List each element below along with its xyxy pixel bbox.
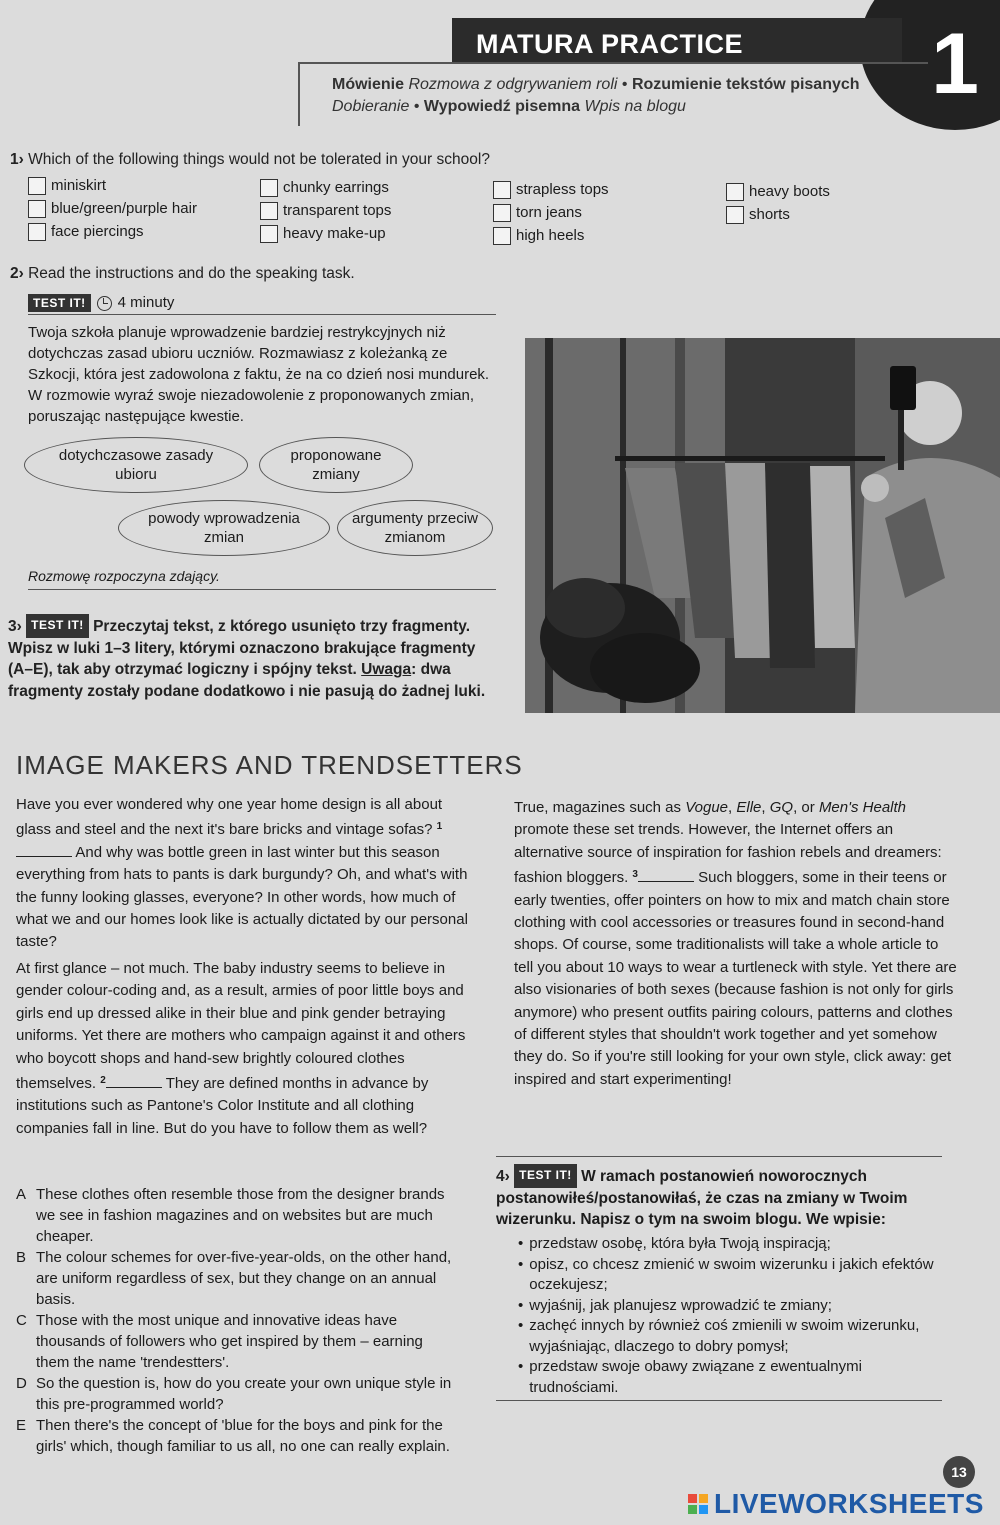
option-text: These clothes often resemble those from the designer brands we see in fashion magazines and on websites but are much cheaper.	[36, 1186, 445, 1245]
text: promote these set trends. However, the Internet offers an alternative source of inspiration for fashion rebels and dreamers: fashion bloggers.	[514, 821, 942, 887]
skill-reading-label: Rozumienie tekstów pisanych	[631, 76, 860, 93]
test-it-badge: TEST IT!	[26, 614, 89, 638]
option-label: chunky earrings	[283, 178, 389, 196]
ex1-option[interactable]	[726, 182, 830, 202]
logo-icon	[688, 1494, 708, 1514]
ex3-instruction: Przeczytaj tekst, z którego usunięto trzy fragmenty. Wpisz w luki 1–3 litery, którymi oznaczono brakujące fragmenty (A–E), tak aby otrzymać logiczny i spójny tekst.	[8, 618, 476, 678]
ex1-option[interactable]	[28, 176, 197, 196]
fragment-option-d	[16, 1373, 452, 1415]
ex4-number: 4	[496, 1168, 505, 1185]
article-title: IMAGE MAKERS AND TRENDSETTERS	[16, 750, 523, 780]
checkbox[interactable]	[260, 225, 278, 243]
unit-number: 1	[931, 16, 979, 112]
fragment-option-c	[16, 1310, 452, 1373]
logo-text: LIVEWORKSHEETS	[714, 1488, 984, 1520]
gap-blank[interactable]	[638, 870, 694, 882]
checkbox[interactable]	[28, 177, 46, 195]
checkbox[interactable]	[28, 223, 46, 241]
bullet-text: opisz, co chcesz zmienić w swoim wizerunku i jakich efektów oczekujesz;	[529, 1255, 934, 1293]
gap-number: 3	[632, 869, 638, 881]
fragment-option-e	[16, 1415, 452, 1457]
option-text: Those with the most unique and innovative ideas have thousands of followers who get inspired by them – earning them the name 'trendestters'.	[36, 1312, 423, 1371]
ex1-title: Which of the following things would not be tolerated in your school?	[28, 151, 490, 168]
option-text: Then there's the concept of 'blue for the boys and pink for the girls' which, though familiar to us all, no one can really explain.	[36, 1417, 450, 1455]
page-title-banner: MATURA PRACTICE	[452, 18, 902, 62]
liveworksheets-logo[interactable]	[688, 1486, 984, 1522]
ex1-option[interactable]	[726, 205, 830, 225]
option-label: transparent tops	[283, 201, 392, 219]
checkbox[interactable]	[260, 202, 278, 220]
bullet-item: • wyjaśnij, jak planujesz wprowadzić te zmiany;	[518, 1296, 938, 1317]
topic-oval: powody wprowadzenia zmian	[118, 500, 330, 556]
ex3-instruction-block: 3› TEST IT! Przeczytaj tekst, z którego usunięto trzy fragmenty. Wpisz w luki 1–3 litery, którymi oznaczono brakujące fragmenty (A–E), tak aby otrzymać logiczny i spójny tekst. Uwaga: dwa fragmenty zostały podane dodatkowo i nie pasują do żadnej luki.	[8, 614, 498, 702]
option-label: high heels	[516, 226, 585, 244]
skills-summary: Mówienie Rozmowa z odgrywaniem roli • Rozumienie tekstów pisanych Dobieranie • Wypowiedź pisemna Wpis na blogu	[298, 62, 928, 126]
ex3-note-label: Uwaga	[361, 661, 412, 678]
gap-blank[interactable]	[16, 845, 72, 857]
bullet-item: • zachęć innych by również coś zmienili w swoim wizerunku, wyjaśniając, dlaczego to dobry pomysł;	[518, 1316, 938, 1357]
option-label: torn jeans	[516, 203, 582, 221]
skill-reading-task: Dobieranie	[332, 98, 410, 116]
option-text: So the question is, how do you create your own unique style in this pre-programmed world?	[36, 1375, 452, 1413]
bullet-text: wyjaśnij, jak planujesz wprowadzić te zmiany;	[529, 1296, 832, 1314]
option-label: strapless tops	[516, 180, 609, 198]
ex1-option[interactable]	[260, 201, 391, 221]
bullet-item: • opisz, co chcesz zmienić w swoim wizerunku i jakich efektów oczekujesz;	[518, 1255, 938, 1296]
checkbox[interactable]	[260, 179, 278, 197]
ex2-test-row	[28, 293, 174, 313]
ex1-column-4	[726, 182, 830, 225]
skill-writing-task: Wpis na blogu	[584, 98, 686, 116]
option-letter: D	[16, 1375, 27, 1392]
article-paragraph-3: True, magazines such as Vogue, Elle, GQ, or Men's Health promote these set trends. However, the Internet offers an alternative source of inspiration for fashion rebels and dreamers: fashion bloggers. $^3$ Such bloggers, some in their teens or early twenties, offer pointers on how to mix and match chain store clothing with cool accessories or treasures found in second-hand shops. Of course, some traditionalists will take a whole article to tell you about 10 ways to wear a turtleneck with style. Yet there are also visionaries of both sexes (because fashion is not only for girls anymore) who present outfits pairing colours, patterns and clothes of different styles that shouldn't work together and yet somehow they do. So if you're still looking for your own style, click away: get inspired and start experimenting!	[514, 799, 957, 1088]
topic-oval: proponowane zmiany	[259, 437, 413, 493]
option-label: heavy boots	[749, 182, 830, 200]
text: True, magazines such as	[514, 799, 682, 816]
ex1-number: 1	[10, 151, 19, 168]
ex4-instruction-block: 4› TEST IT! W ramach postanowień noworocznych postanowiłeś/postanowiłaś, że czas na zmiany w Twoim wizerunku. Napisz o tym na swoim blogu. We wpisie:	[496, 1164, 942, 1231]
option-label: miniskirt	[51, 176, 106, 194]
bullet-item: • przedstaw osobę, która była Twoją inspiracją;	[518, 1234, 938, 1255]
bullet-text: przedstaw osobę, która była Twoją inspiracją;	[529, 1235, 831, 1252]
text: And why was bottle green in last winter but this season everything from hats to pants is dark burgundy? Oh, and what's with the funny looking glasses, everyone? In other words, how much of what we and our homes look like is actually dictated by our personal taste?	[16, 843, 468, 951]
ex1-column-2	[260, 178, 391, 244]
ex4-instruction: W ramach postanowień noworocznych postanowiłeś/postanowiłaś, że czas na zmiany w Twoim wizerunku. Napisz o tym na swoim blogu. We wpisie:	[496, 1168, 908, 1228]
divider	[496, 1400, 942, 1401]
divider	[28, 589, 496, 590]
skill-speaking-task: Rozmowa z odgrywaniem roli	[408, 76, 618, 93]
ex3-note-text: : dwa fragmenty zostały podane dodatkowo i nie pasują do żadnej luki.	[8, 661, 486, 700]
bullet-item: • przedstaw swoje obawy związane z ewentualnymi trudnościami.	[518, 1357, 938, 1398]
checkbox[interactable]	[726, 183, 744, 201]
article-paragraph-2	[16, 958, 478, 1140]
text: or	[801, 799, 815, 816]
ex2-title: Read the instructions and do the speaking task.	[28, 265, 355, 282]
fragment-option-a	[16, 1184, 452, 1247]
fragment-option-b	[16, 1247, 452, 1310]
ex2-time: 4 minuty	[117, 294, 175, 311]
bullet-text: przedstaw swoje obawy związane z ewentualnymi trudnościami.	[529, 1358, 862, 1396]
ex1-option[interactable]	[493, 226, 609, 246]
ex4-bullet-list	[518, 1234, 938, 1398]
checkbox[interactable]	[493, 181, 511, 199]
option-label: face piercings	[51, 222, 144, 240]
clock-icon	[97, 296, 112, 311]
option-label: shorts	[749, 205, 790, 223]
gap-blank[interactable]	[106, 1076, 162, 1088]
option-label: heavy make-up	[283, 224, 386, 242]
skill-speaking-label: Mówienie	[332, 76, 405, 93]
topic-oval: argumenty przeciw zmianom	[337, 500, 493, 556]
magazine-name: Vogue	[685, 799, 729, 816]
test-it-badge: TEST IT!	[28, 294, 91, 312]
magazine-name: GQ	[769, 799, 794, 816]
option-letter: B	[16, 1249, 27, 1266]
text: Have you ever wondered why one year home design is all about glass and steel and the next it's bare bricks and vintage sofas?	[16, 796, 443, 839]
option-letter: E	[16, 1417, 27, 1434]
fashion-blogger-photo	[525, 338, 1000, 713]
gap-number: 1	[436, 821, 443, 833]
text: They are defined months in advance by institutions such as Pantone's Color Institute and all clothing companies fall in line. But do you have to follow them as well?	[16, 1075, 429, 1137]
magazine-name: Men's Health	[818, 799, 907, 816]
ex1-option[interactable]	[493, 180, 609, 200]
photo-illustration	[525, 338, 1000, 713]
topic-oval: dotychczasowe zasady ubioru	[24, 437, 248, 493]
gap-number: 2	[100, 1075, 106, 1087]
divider	[496, 1156, 942, 1157]
checkbox[interactable]	[493, 204, 511, 222]
checkbox[interactable]	[493, 227, 511, 245]
ex3-number: 3	[8, 618, 17, 635]
ex2-starter: Rozmowę rozpoczyna zdający.	[28, 568, 220, 584]
ex1-option[interactable]	[28, 199, 197, 219]
option-label: blue/green/purple hair	[51, 199, 197, 217]
fragment-options	[16, 1184, 452, 1457]
ex1-heading: 1› Which of the following things would not be tolerated in your school?	[10, 151, 490, 168]
ex2-instructions: Twoja szkoła planuje wprowadzenie bardziej restrykcyjnych niż dotychczas zasad ubioru uczniów. Rozmawiasz z koleżanką ze Szkocji, która jest zadowolona z faktu, że na co dzień nosi mundurek. W rozmowie wyraź swoje niezadowolenie z proponowanych zmian, poruszając następujące kwestie.	[28, 324, 490, 425]
test-it-badge: TEST IT!	[514, 1164, 577, 1188]
text: At first glance – not much. The baby industry seems to believe in gender colour-coding and, as a result, armies of poor little boys and girls end up dressed alike in their blue and pink gender betraying uniforms. Yet there are mothers who campaign against it and others who boycott shops and hand-sew brightly coloured clothes themselves.	[16, 960, 466, 1093]
text: Such bloggers, some in their teens or early twenties, offer pointers on how to mix and match chain store clothing with cool accessories or treasures found in second-hand shops. Of course, some traditionalists will take a whole article to tell you about 10 ways to wear a turtleneck with style. Yet there are also visionaries of both sexes (because fashion is not only for girls anymore) who present outfits pairing colours, patterns and clothes of different styles that shouldn't work together and yet somehow they do. So if you're still looking for your own style, click away: get inspired and start experimenting!	[514, 869, 957, 1088]
option-letter: C	[16, 1312, 27, 1329]
ex1-option[interactable]	[260, 224, 391, 244]
skill-writing-label: Wypowiedź pisemna	[423, 98, 581, 116]
article-paragraph-1	[16, 794, 478, 954]
bullet-text: zachęć innych by również coś zmienili w swoim wizerunku, wyjaśniając, dlaczego to dobry pomysł;	[529, 1317, 920, 1355]
ex2-heading: 2› Read the instructions and do the speaking task.	[10, 265, 355, 282]
ex1-option[interactable]	[260, 178, 391, 198]
option-text: The colour schemes for over-five-year-olds, on the other hand, are uniform regardless of sex, but they change on an annual basis.	[36, 1249, 452, 1308]
ex1-column-1	[28, 176, 197, 242]
ex1-column-3	[493, 180, 609, 246]
checkbox[interactable]	[726, 206, 744, 224]
checkbox[interactable]	[28, 200, 46, 218]
ex1-option[interactable]	[493, 203, 609, 223]
ex2-number: 2	[10, 265, 19, 282]
magazine-name: Elle	[736, 799, 762, 816]
page-number: 13	[943, 1456, 975, 1488]
ex1-option[interactable]	[28, 222, 197, 242]
divider	[28, 314, 496, 315]
option-letter: A	[16, 1186, 27, 1203]
